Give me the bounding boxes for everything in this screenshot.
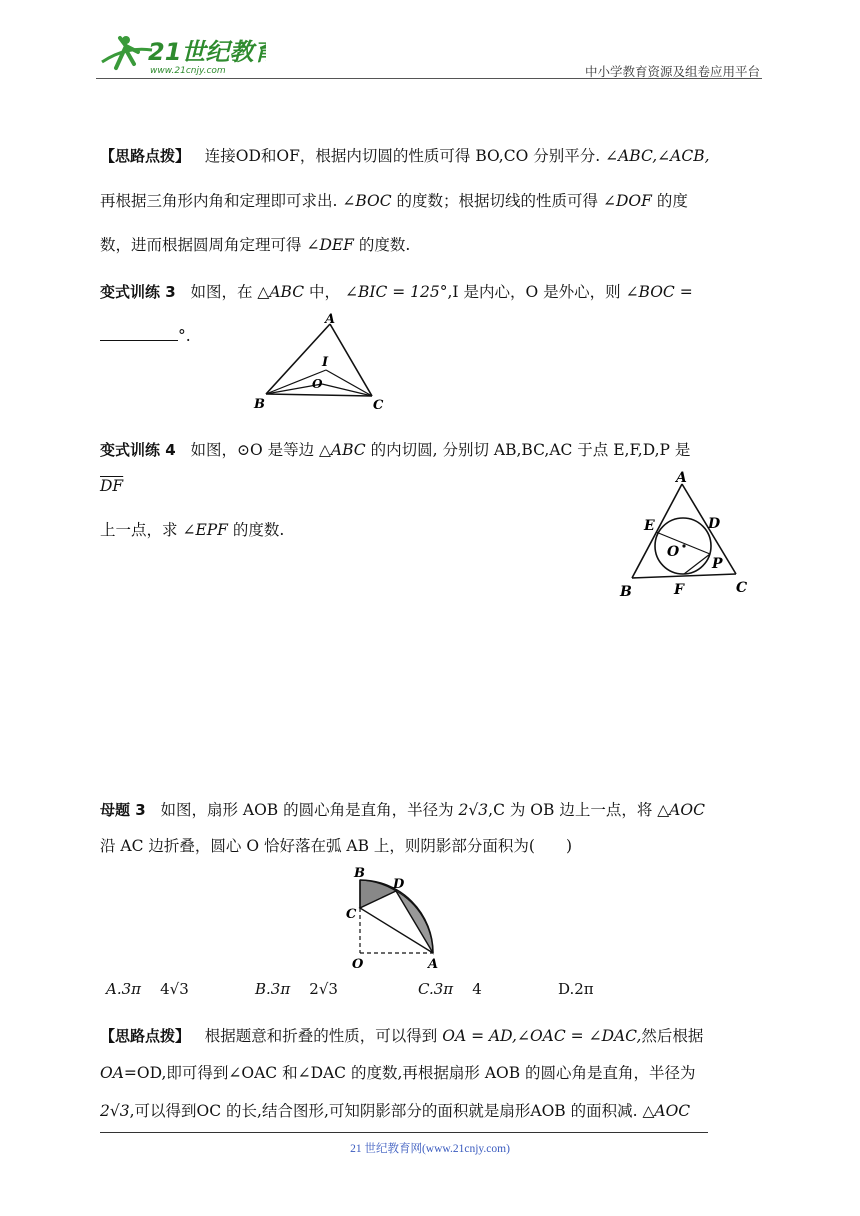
- hint1-math-1: ∠ABC,∠ACB,: [605, 147, 710, 165]
- ex3-label-a: A: [325, 312, 336, 327]
- ex3-line2: [100, 318, 764, 354]
- hint1-text-b: 再根据三角形内角和定理即可求出.: [100, 192, 338, 210]
- ex4-label-o: O: [667, 544, 680, 560]
- footer-divider: [100, 1132, 708, 1133]
- ex3-text-1: 如图，在: [190, 283, 253, 301]
- ex4-label-d: D: [708, 516, 721, 532]
- logo-url: www.21cnjy.com: [150, 66, 226, 76]
- ex4-label-p: P: [712, 556, 723, 572]
- q3-label-b: B: [354, 866, 365, 881]
- ex4-arc: $\overline{DF}$: [100, 477, 124, 495]
- q3-label-c: C: [346, 907, 357, 922]
- logo-text: 21世纪教育: [148, 38, 266, 66]
- q3-label-o: O: [352, 957, 364, 972]
- q3-line2: 沿 AC 边折叠，圆心 O 恰好落在弧 AB 上，则阴影部分面积为( ): [100, 837, 573, 855]
- ex3-label-i: I: [322, 355, 329, 370]
- option-b[interactable]: [255, 980, 338, 998]
- option-c-letter: C.3π: [418, 980, 454, 998]
- ex3-text-2: 中，: [309, 283, 341, 301]
- q3-math-1: 2√3: [458, 801, 489, 819]
- site-logo: [96, 28, 266, 78]
- footer-link[interactable]: 21 世纪教育网(www.21cnjy.com): [350, 1143, 510, 1155]
- q3-label-a: A: [428, 957, 439, 972]
- q3-text-2: ,C 为 OB 边上一点，将: [488, 801, 653, 819]
- hint2-text-4: ,可以得到OC 的长,结合图形,可知阴影部分的面积就是扇形AOB 的面积减.: [129, 1102, 638, 1120]
- hint1-label: 【思路点拨】: [100, 147, 191, 165]
- ex4-math-1: △ABC: [319, 441, 366, 459]
- q3-text-1: 如图，扇形 AOB 的圆心角是直角，半径为: [160, 801, 454, 819]
- ex4-math-2: ∠EPF: [182, 521, 228, 539]
- ex3-figure: [248, 310, 398, 414]
- hint1-text-e: 数，进而根据圆周角定理可得: [100, 236, 302, 254]
- logo-graphic: [96, 28, 266, 78]
- ex4-label-b: B: [620, 584, 632, 600]
- ex3-label-b: B: [254, 397, 265, 412]
- hint2-math-1: OA = AD,∠OAC = ∠DAC,: [442, 1027, 642, 1045]
- ex4-text-4: 的度数.: [232, 521, 285, 539]
- ex3-text-4: °.: [178, 327, 191, 345]
- ex3-math-3: ∠BOC =: [625, 283, 693, 301]
- hint1-math-4: ∠DEF: [306, 236, 354, 254]
- ex3-math-1: △ABC: [257, 283, 305, 301]
- ex3-label: 变式训练 3: [100, 283, 176, 301]
- option-b-letter: B.3π: [255, 980, 291, 998]
- hint2-text-2: 然后根据: [641, 1027, 704, 1045]
- hint1-text-f: 的度数.: [358, 236, 411, 254]
- hint1-line3: [100, 227, 764, 263]
- ex3-label-c: C: [373, 398, 384, 413]
- ex3-label-o: O: [312, 377, 323, 391]
- option-d[interactable]: [558, 980, 594, 998]
- hint2-line2: [100, 1055, 764, 1091]
- option-a-value: 4√3: [160, 980, 189, 998]
- hint2-math-4: △AOC: [642, 1102, 691, 1120]
- option-b-value: 2√3: [309, 980, 338, 998]
- ex3-line1: [100, 274, 764, 310]
- q3-line1: [100, 792, 764, 828]
- option-d-letter: D.2π: [558, 980, 594, 998]
- hint2-text-3: =OD,即可得到∠OAC 和∠DAC 的度数,再根据扇形 AOB 的圆心角是直角，半径为: [123, 1064, 696, 1082]
- option-c-value: 4: [472, 980, 482, 998]
- q3-math-2: △AOC: [657, 801, 705, 819]
- q3-label-d: D: [393, 877, 405, 892]
- ex4-figure: [610, 466, 760, 602]
- q3-figure: [340, 864, 450, 974]
- hint2-math-3: 2√3: [100, 1102, 130, 1120]
- hint2-line3: [100, 1093, 764, 1129]
- header-divider: [96, 78, 762, 79]
- option-a-letter: A.3π: [106, 980, 142, 998]
- ex4-label-a: A: [676, 470, 687, 486]
- hint1-text-c: 的度数；根据切线的性质可得: [396, 192, 599, 210]
- ex4-text-3: 上一点，求: [100, 521, 178, 539]
- option-a[interactable]: [106, 980, 189, 998]
- hint1-math-3: ∠DOF: [603, 192, 652, 210]
- answer-blank[interactable]: [100, 326, 178, 341]
- hint1-line1: [100, 138, 764, 174]
- ex4-label-f: F: [674, 582, 684, 598]
- header-platform-text: 中小学教育资源及组卷应用平台: [584, 64, 760, 79]
- option-c[interactable]: [418, 980, 482, 998]
- ex4-label-c: C: [736, 580, 748, 596]
- hint2-text-1: 根据题意和折叠的性质，可以得到: [204, 1027, 438, 1045]
- ex4-text-1: 如图，⊙O 是等边: [190, 441, 315, 459]
- hint2-line1: [100, 1018, 764, 1054]
- ex3-text-3: °,I 是内心，O 是外心，则: [439, 283, 621, 301]
- ex4-label-e: E: [644, 518, 655, 534]
- hint2-math-2: OA: [100, 1064, 124, 1082]
- hint2-label: 【思路点拨】: [100, 1027, 191, 1045]
- hint1-line2: [100, 183, 764, 219]
- ex4-line1: [100, 432, 764, 468]
- hint1-math-2: ∠BOC: [342, 192, 392, 210]
- hint1-text-d: 的度: [656, 192, 688, 210]
- hint1-text-a: 连接OD和OF，根据内切圆的性质可得 BO,CO 分别平分.: [204, 147, 601, 165]
- ex4-label: 变式训练 4: [100, 441, 176, 459]
- q3-label: 母题 3: [100, 801, 146, 819]
- ex3-math-2: ∠BIC = 125: [344, 283, 440, 301]
- ex4-text-2: 的内切圆, 分别切 AB,BC,AC 于点 E,F,D,P 是: [370, 441, 691, 459]
